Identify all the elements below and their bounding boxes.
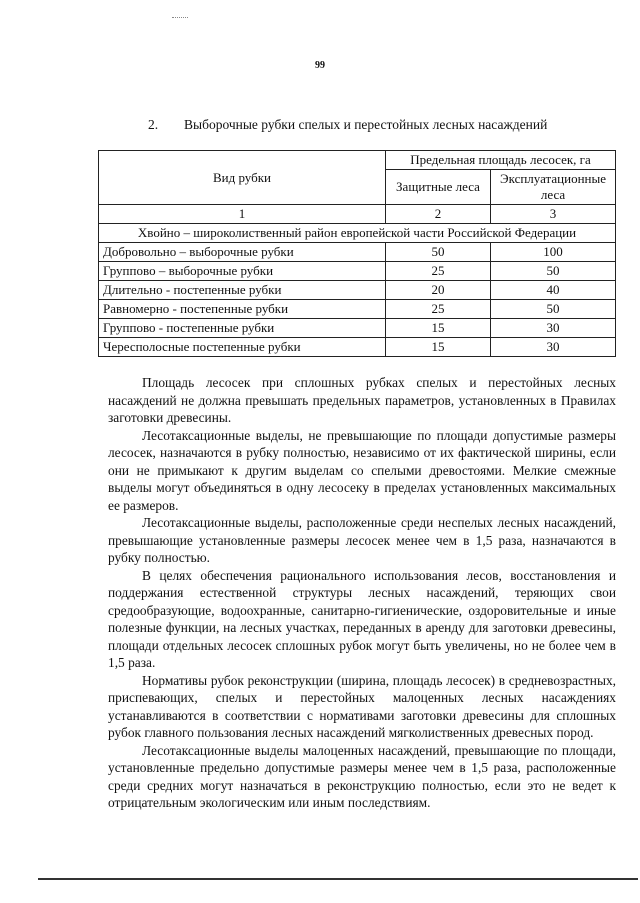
paragraph: Лесотаксационные выделы малоценных насаждений, превышающие по площади, установленные предельно допустимые размеры менее чем в 1,5 раза, расположенные среди средних могут назначаться в реконструкцию полностью, если это не ведет к отрицательным экологическим или иным последствиям.: [108, 742, 616, 810]
body-text: [108, 374, 616, 812]
logging-type-cell: Равномерно - постепенные рубки: [99, 300, 386, 319]
column-number: 2: [386, 205, 491, 224]
paragraph: Площадь лесосек при сплошных рубках спелых и перестойных лесных насаждений не должна превышать предельных параметров, установленных в Правилах заготовки древесины.: [108, 375, 616, 425]
page-number: 99: [315, 60, 325, 71]
protective-value: 15: [386, 319, 491, 338]
logging-type-cell: Группово - постепенные рубки: [99, 319, 386, 338]
logging-type-cell: Длительно - постепенные рубки: [99, 281, 386, 300]
region-row: [99, 224, 616, 243]
exploitation-value: 100: [491, 243, 616, 262]
logging-type-cell: Групповo – выборочные рубки: [99, 262, 386, 281]
logging-area-table: [98, 150, 616, 357]
table-row: [99, 243, 616, 262]
header-logging-type: Вид рубки: [99, 151, 386, 205]
logging-type-cell: Добровольно – выборочные рубки: [99, 243, 386, 262]
paragraph: Лесотаксационные выделы, не превышающие по площади допустимые размеры лесосек, назначаются в рубку полностью, независимо от их фактической ширины, если они не примыкают к другим выделам со спелыми древостоями. Мелкие смежные выделы могут объединяться в одну лесосеку в пределах установленных максимальных ее размеров.: [108, 427, 616, 513]
column-numbers-row: [99, 205, 616, 224]
paragraph: Нормативы рубок реконструкции (ширина, площадь лесосек) в средневозрастных, приспевающих, спелых и перестойных малоценных лесных насаждениях устанавливаются в соответствии с нормативами заготовки древесины для сплошных рубок главного пользования лесных насаждений мягколиственных древесных пород.: [108, 672, 616, 740]
column-number: 1: [99, 205, 386, 224]
table-row: [99, 319, 616, 338]
section-heading: [148, 117, 547, 133]
protective-value: 15: [386, 338, 491, 357]
section-number: 2.: [148, 117, 159, 132]
section-title: Выборочные рубки спелых и перестойных лесных насаждений: [184, 117, 548, 132]
table-row: [99, 281, 616, 300]
table-row: [99, 300, 616, 319]
paragraph: Лесотаксационные выделы, расположенные среди неспелых лесных насаждений, превышающие установленные размеры лесосек менее чем в 1,5 раза, назначаются в рубку полностью.: [108, 515, 616, 565]
header-max-area: Предельная площадь лесосек, га: [386, 151, 616, 170]
footer-rule: [38, 878, 638, 880]
protective-value: 50: [386, 243, 491, 262]
exploitation-value: 30: [491, 319, 616, 338]
region-title: Хвойно – широколиственный район европейской части Российской Федерации: [99, 224, 616, 243]
scan-artifact: [172, 17, 188, 20]
exploitation-value: 40: [491, 281, 616, 300]
header-exploitation: Эксплуатационные леса: [491, 170, 616, 205]
exploitation-value: 50: [491, 300, 616, 319]
column-number: 3: [491, 205, 616, 224]
protective-value: 20: [386, 281, 491, 300]
header-protective: Защитные леса: [386, 170, 491, 205]
logging-type-cell: Чересполосные постепенные рубки: [99, 338, 386, 357]
table-row: [99, 338, 616, 357]
paragraph: В целях обеспечения рационального использования лесов, восстановления и поддержания естественной структуры лесных насаждений, теряющих свои средообразующие, водоохранные, санитарно-гигиенические, оздоровительные и иные полезные функции, на лесных участках, переданных в аренду для заготовки древесины, площади отдельных лесосек сплошных рубок могут быть увеличены, но не более чем в 1,5 раза.: [108, 567, 616, 670]
table-header-row: [99, 151, 616, 170]
table-row: [99, 262, 616, 281]
protective-value: 25: [386, 262, 491, 281]
protective-value: 25: [386, 300, 491, 319]
exploitation-value: 30: [491, 338, 616, 357]
exploitation-value: 50: [491, 262, 616, 281]
